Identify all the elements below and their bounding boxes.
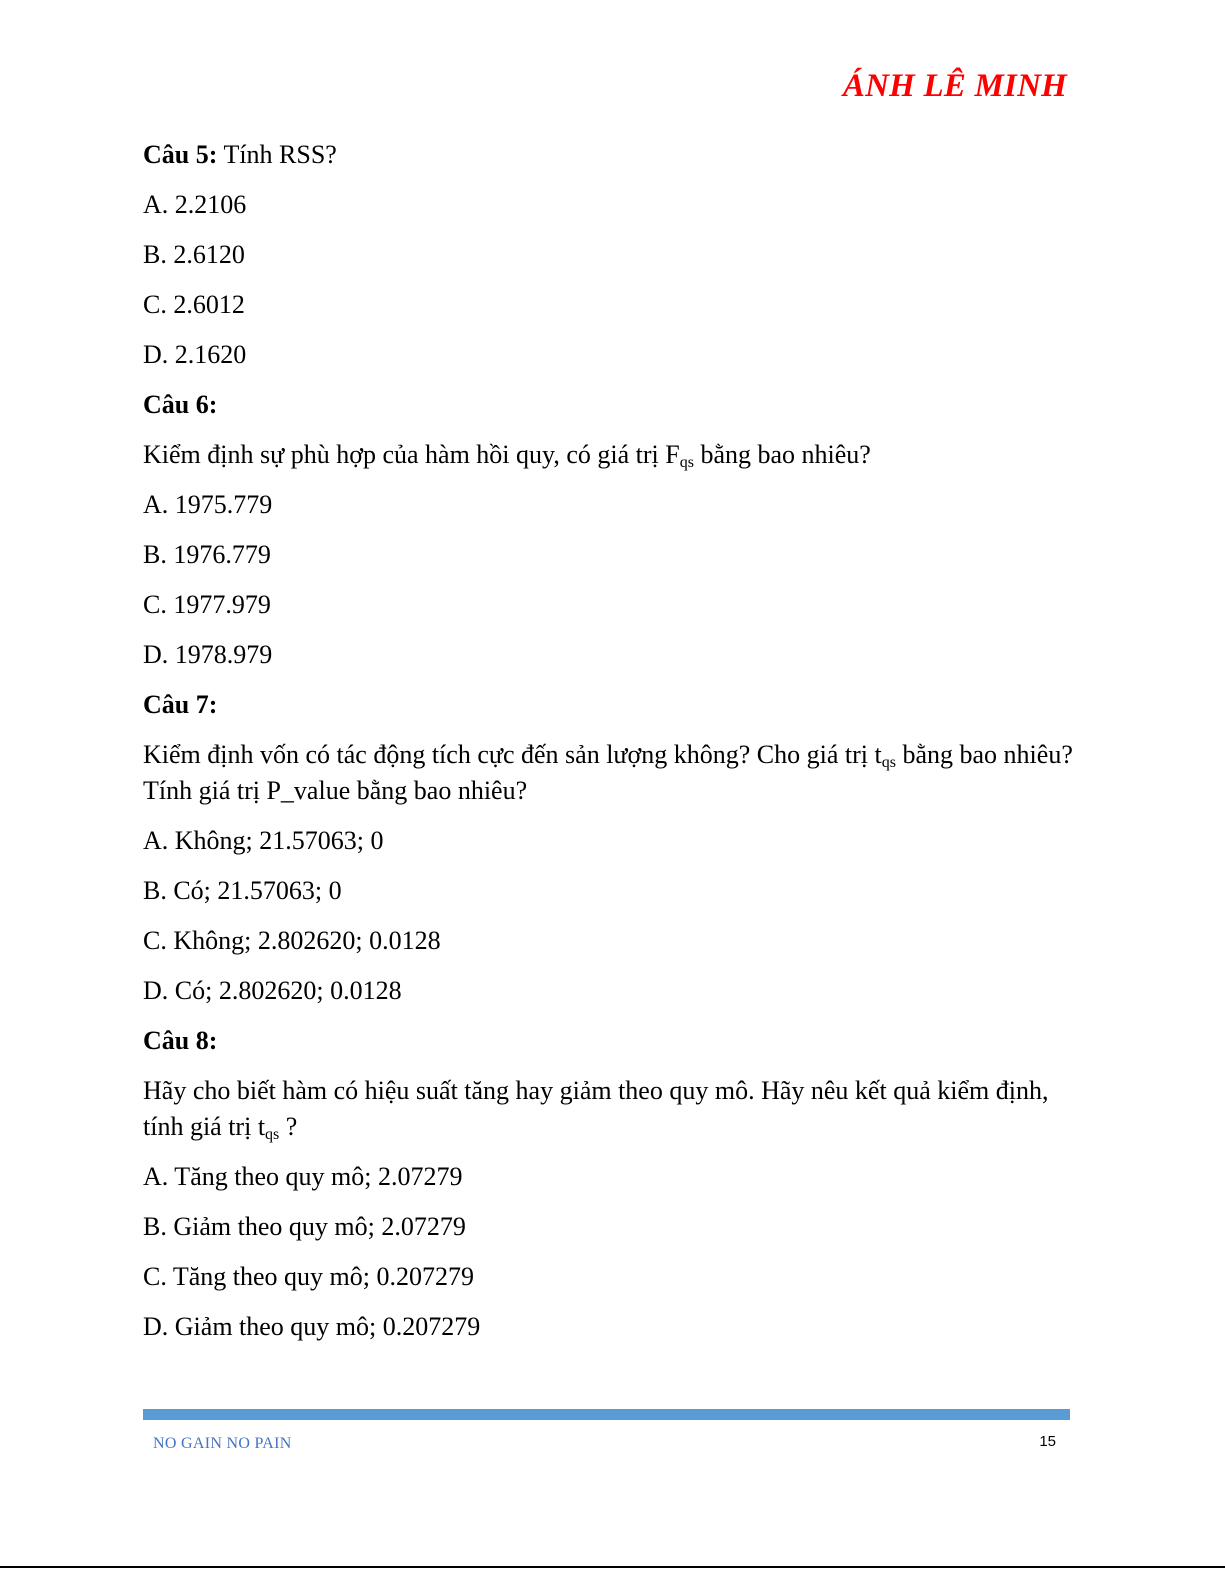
question-prompt [143, 737, 1078, 809]
answer-option: D. 2.1620 [143, 340, 247, 369]
author-header: ÁNH LÊ MINH [842, 68, 1067, 104]
page-number: 15 [1039, 1433, 1056, 1450]
answer-option: C. 2.6012 [143, 290, 245, 319]
answer-option: C. 1977.979 [143, 590, 271, 619]
prompt-subscript: qs [679, 454, 694, 471]
page-bottom-edge [0, 1566, 1225, 1568]
question-title: Câu 5: [143, 140, 218, 169]
answer-option: D. Có; 2.802620; 0.0128 [143, 976, 402, 1005]
answer-option: A. 1975.779 [143, 490, 273, 519]
answer-option: A. 2.2106 [143, 190, 247, 219]
answer-option: B. Giảm theo quy mô; 2.07279 [143, 1212, 466, 1241]
prompt-text: Kiểm định sự phù hợp của hàm hồi quy, có giá trị F [143, 440, 680, 469]
question-title: Câu 6: [143, 390, 218, 419]
prompt-subscript: qs [881, 754, 896, 771]
answer-option: A. Không; 21.57063; 0 [143, 826, 384, 855]
answer-option: A. Tăng theo quy mô; 2.07279 [143, 1162, 463, 1191]
answer-option: C. Tăng theo quy mô; 0.207279 [143, 1262, 475, 1291]
question-5 [143, 137, 1078, 173]
question-prompt [143, 437, 1078, 473]
question-title: Câu 7: [143, 690, 218, 719]
prompt-subscript: qs [265, 1126, 280, 1143]
prompt-text: bằng bao nhiêu? Tính giá trị P_value bằng bao nhiêu? [143, 740, 1073, 805]
footer-divider [143, 1409, 1070, 1420]
answer-option: B. Có; 21.57063; 0 [143, 876, 342, 905]
answer-option: B. 2.6120 [143, 240, 245, 269]
prompt-text: Kiểm định vốn có tác động tích cực đến sản lượng không? Cho giá trị t [143, 740, 882, 769]
question-prompt [143, 1073, 1078, 1145]
answer-option: D. Giảm theo quy mô; 0.207279 [143, 1312, 481, 1341]
prompt-text: bằng bao nhiêu? [693, 440, 871, 469]
footer-motto: NO GAIN NO PAIN [153, 1435, 292, 1452]
document-body [143, 137, 1078, 1345]
question-prompt: Tính RSS? [223, 140, 337, 169]
answer-option: C. Không; 2.802620; 0.0128 [143, 926, 441, 955]
answer-option: D. 1978.979 [143, 640, 273, 669]
prompt-text: ? [279, 1112, 298, 1141]
prompt-text: Hãy cho biết hàm có hiệu suất tăng hay giảm theo quy mô. Hãy nêu kết quả kiểm định, tính giá trị t [143, 1076, 1049, 1141]
question-title: Câu 8: [143, 1026, 218, 1055]
answer-option: B. 1976.779 [143, 540, 271, 569]
